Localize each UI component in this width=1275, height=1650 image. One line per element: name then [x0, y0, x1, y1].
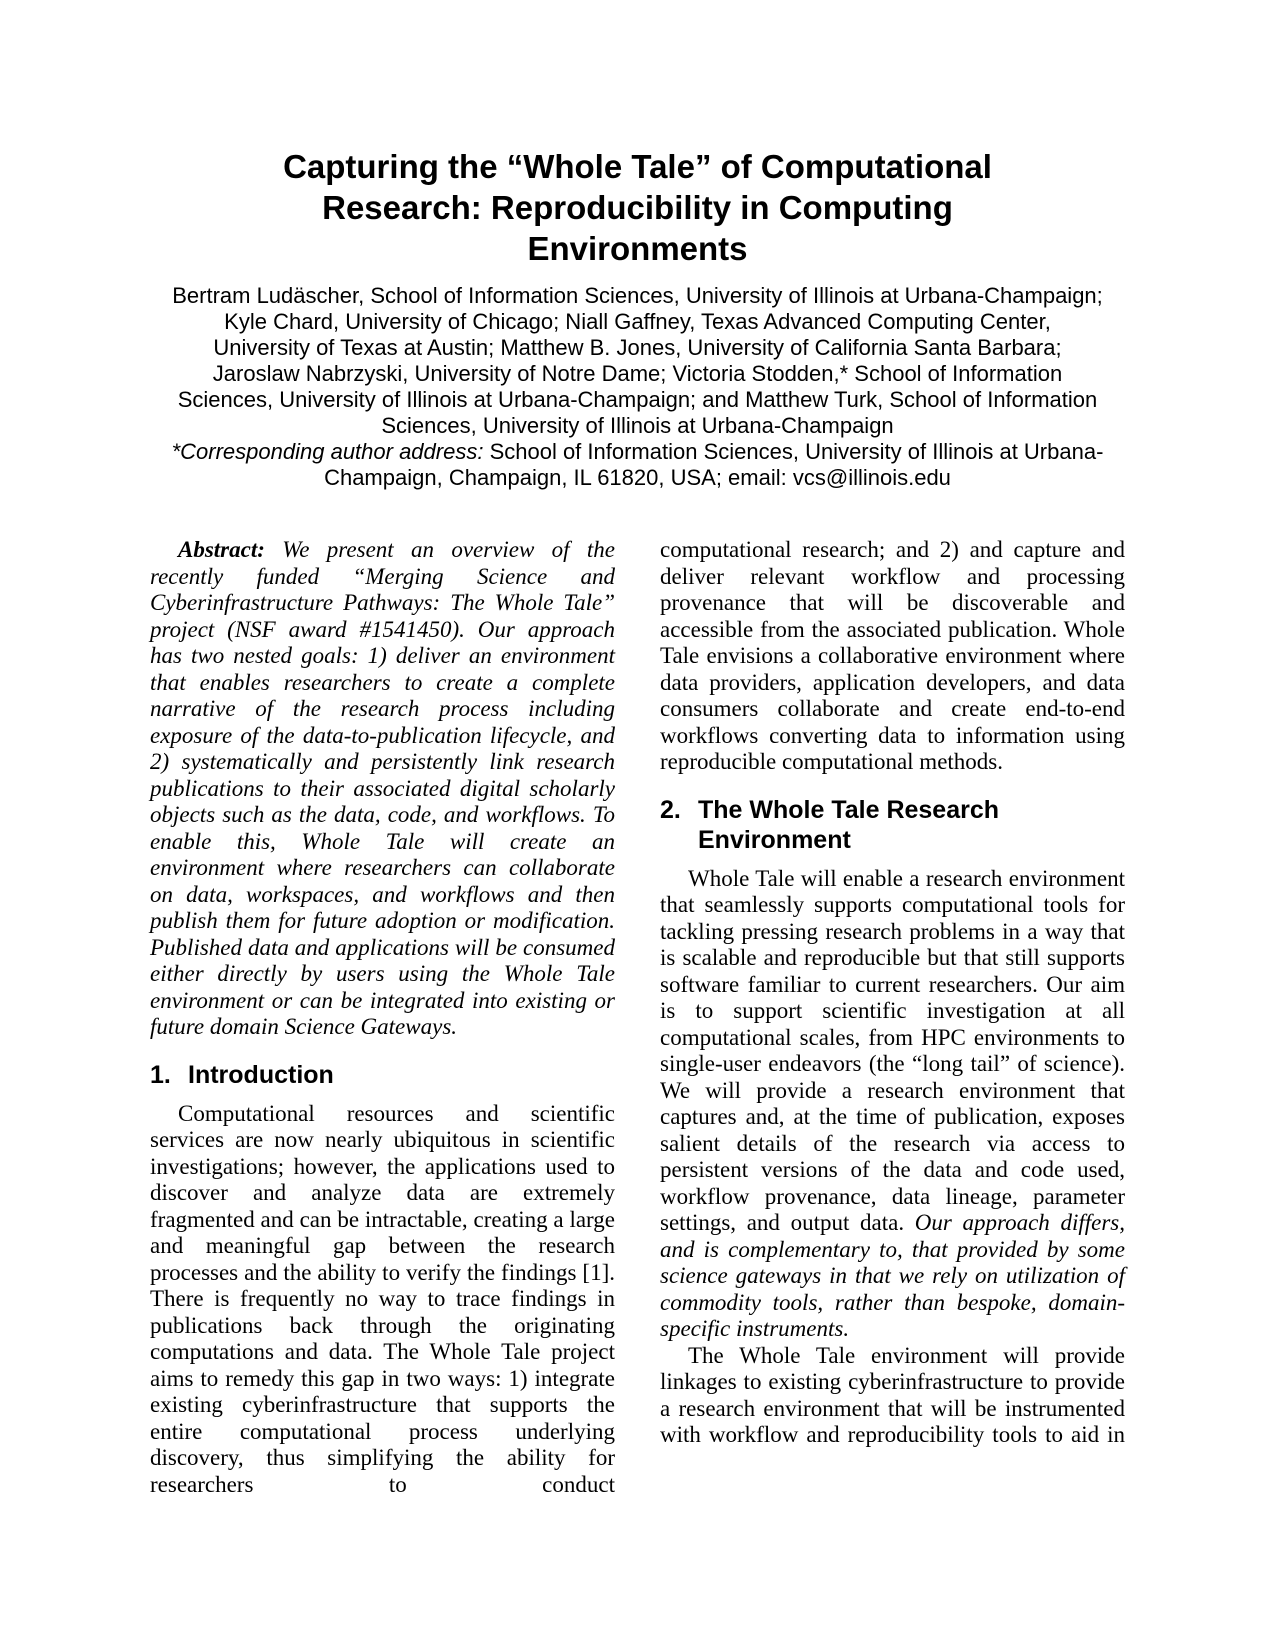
two-column-body — [150, 537, 1125, 1498]
author-line: Sciences, University of Illinois at Urbana-Champaign — [381, 413, 894, 438]
introduction-paragraph: Computational resources and scientific services are now nearly ubiquitous in scientific investigations; however, the applications used to discover and analyze data are extremely fragmented and can be intractable, creating a large and meaningful gap between the research processes and the ability to verify the findings [1]. There is frequently no way to trace findings in publications back through the originating computations and data. The Whole Tale project aims to remedy this gap in two ways: 1) integrate existing cyberinfrastructure that supports the entire computational process underlying discovery, thus simplifying the ability for researchers to conduct — [150, 1100, 615, 1497]
author-line: Bertram Ludäscher, School of Information Sciences, University of Illinois at Urbana-Champaign; — [172, 283, 1103, 308]
abstract-text: We present an overview of the recently funded “Merging Science and Cyberinfrastructure Pathways: The Whole Tale” project (NSF award #1541450). Our approach has two nested goals: 1) deliver an environment that enables researchers to create a complete narrative of the research process including exposure of the data-to-publication lifecycle, and 2) systematically and persistently link research publications to their associated digital scholarly objects such as the data, code, and workflows. To enable this, Whole Tale will create an environment where researchers can collaborate on data, workspaces, and workflows and then publish them for future adoption or modification. Published data and applications will be consumed either directly by users using the Whole Tale environment or can be integrated into existing or future domain Science Gateways. — [150, 537, 615, 1039]
column-right — [660, 537, 1125, 1498]
section-heading-introduction — [150, 1060, 615, 1090]
abstract-paragraph — [150, 537, 615, 1041]
linkages-paragraph: The Whole Tale environment will provide linkages to existing cyberinfrastructure to provide a research environment that will be instrumented with workflow and reproducibility tools to aid in — [660, 1342, 1125, 1447]
title-line-2: Research: Reproducibility in Computing — [322, 189, 953, 226]
section-title: Introduction — [188, 1060, 334, 1089]
author-line: University of Texas at Austin; Matthew B. Jones, University of California Santa Barbara; — [213, 335, 1062, 360]
corresponding-author-line-2: Champaign, Champaign, IL 61820, USA; email: vcs@illinois.edu — [324, 465, 951, 490]
column-left — [150, 537, 615, 1498]
author-line: Jaroslaw Nabrzyski, University of Notre Dame; Victoria Stodden,* School of Information — [212, 361, 1063, 386]
section-number: 2. — [660, 795, 681, 824]
environment-paragraph-text: Whole Tale will enable a research environment that seamlessly supports computational tools for tackling pressing research problems in a way that is scalable and reproducible but that still supports software familiar to current researchers. Our aim is to support scientific investigation at all computational scales, from HPC environments to single-user endeavors (the “long tail” of science). We will provide a research environment that captures and, at the time of publication, exposes salient details of the research via access to persistent versions of the data and code used, workflow provenance, data lineage, parameter settings, and output data. — [660, 865, 1125, 1235]
author-block — [150, 283, 1125, 491]
section-heading-whole-tale-environment — [660, 795, 1125, 855]
author-line: Sciences, University of Illinois at Urbana-Champaign; and Matthew Turk, School of Information — [177, 387, 1098, 412]
section-number: 1. — [150, 1060, 171, 1089]
author-line: Kyle Chard, University of Chicago; Niall Gaffney, Texas Advanced Computing Center, — [224, 309, 1051, 334]
corresponding-author-address: School of Information Sciences, University of Illinois at Urbana- — [483, 439, 1104, 464]
introduction-continuation-paragraph: computational research; and 2) and capture and deliver relevant workflow and processing provenance that will be discoverable and accessible from the associated publication. Whole Tale envisions a collaborative environment where data providers, application developers, and data consumers collaborate and create end-to-end workflows converting data to information using reproducible computational methods. — [660, 537, 1125, 774]
corresponding-author-line — [150, 439, 1125, 465]
approach-differs-italic-text: Our approach differs, and is complementary to, that provided by some science gateways in that we rely on utilization of commodity tools, rather than bespoke, domain-specific instruments. — [660, 1210, 1126, 1341]
title-line-3: Environments — [527, 230, 748, 267]
environment-paragraph — [660, 866, 1125, 1343]
paper-title — [150, 146, 1125, 269]
abstract-label: Abstract: — [178, 537, 265, 562]
corresponding-author-label: *Corresponding author address: — [171, 439, 484, 464]
section-title: The Whole Tale Research Environment — [698, 795, 1000, 854]
title-line-1: Capturing the “Whole Tale” of Computational — [283, 148, 992, 185]
